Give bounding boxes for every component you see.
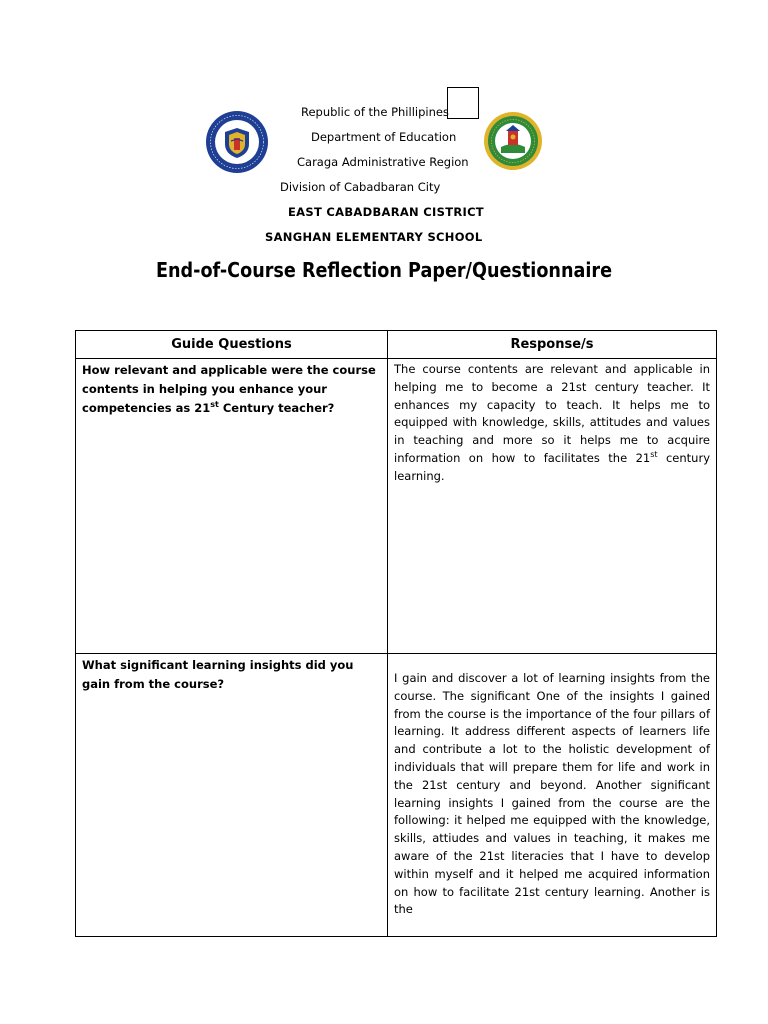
deped-seal-icon — [205, 110, 269, 174]
cabadbaran-seal-icon — [483, 111, 543, 171]
header-district: EAST CABADBARAN CISTRICT — [288, 205, 484, 219]
header-department: Department of Education — [311, 130, 457, 144]
photo-box — [447, 87, 479, 119]
question-cell: How relevant and applicable were the course contents in helping you enhance your competencies as 21st Century teacher? — [76, 359, 388, 654]
header-region: Caraga Administrative Region — [297, 155, 469, 169]
table-header-row — [76, 331, 717, 359]
column-header: Response/s — [388, 331, 717, 359]
response-cell: The course contents are relevant and applicable in helping me to become a 21st century teacher. It enhances my capacity to teach. It helps me to equipped with knowledge, skills, attitudes and values in teaching and more so it helps me to acquire information on how to facilitates the 21st century learning. — [388, 359, 717, 654]
table-row — [76, 654, 717, 937]
header-school: SANGHAN ELEMENTARY SCHOOL — [265, 230, 483, 244]
question-cell: What significant learning insights did you gain from the course? — [76, 654, 388, 937]
header-division: Division of Cabadbaran City — [280, 180, 441, 194]
header-republic: Republic of the Phillipines — [301, 105, 449, 119]
response-cell: I gain and discover a lot of learning insights from the course. The significant One of the insights I gained from the course is the importance of the four pillars of learning. It address different aspects of learners life and contribute a lot to the holistic development of individuals that will prepare them for life and work in the 21st century and beyond. Another significant learning insights I gained from the course are the following: it helped me equipped with the knowledge, skills, attiudes and values in teaching, it makes me aware of the 21st literacies that I have to develop within myself and it helped me acquired information on how to facilitate 21st century learning. Another is the — [388, 654, 717, 937]
page-title: End-of-Course Reflection Paper/Questionnaire — [155, 258, 613, 282]
column-header: Guide Questions — [76, 331, 388, 359]
table-row — [76, 359, 717, 654]
reflection-table — [75, 330, 717, 937]
